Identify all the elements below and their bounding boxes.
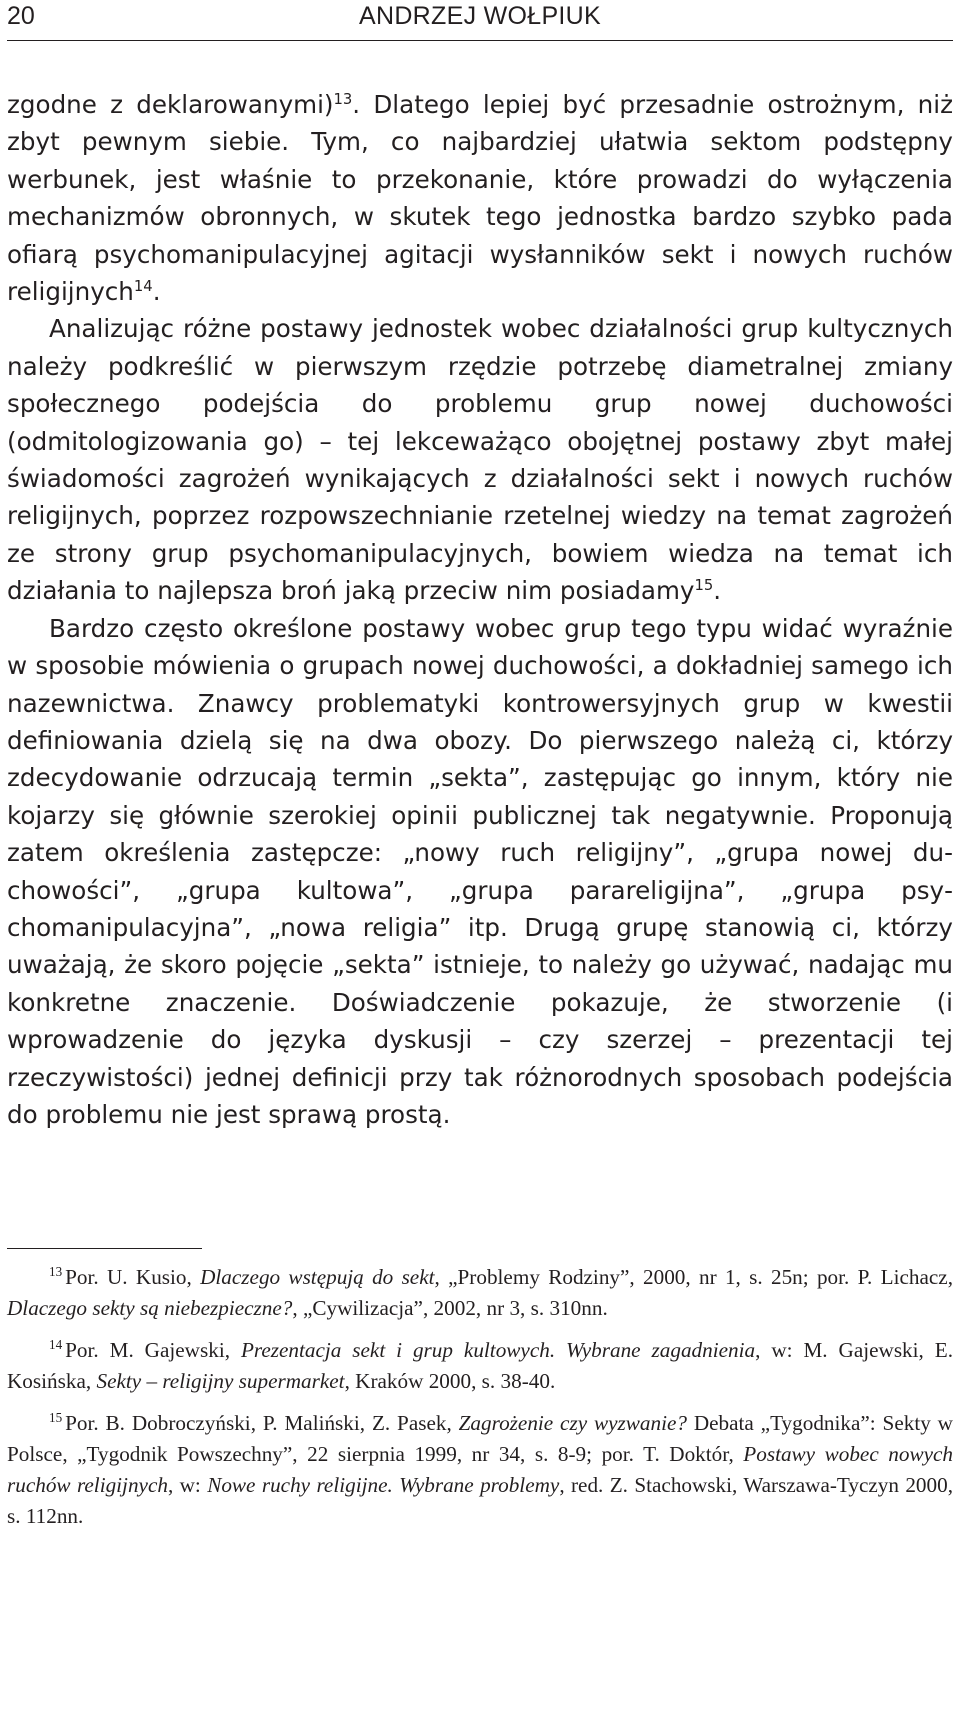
footnote-ref-14[interactable]: 14 [133, 277, 153, 295]
footnote-number: 13 [49, 1263, 63, 1279]
paragraph-1-text-2: . Dlatego lepiej być przesadnie ostrożnym, niż zbyt pewnym siebie. Tym, co najbardziej ułatwia sektom podstępny werbunek, jest właśnie to przekonanie, które prowadzi do wyłączenia mechanizmów obronnych, w skutek tego jednostka bardzo szybko pada ofiarą psychomanipulacyjnej agitacji wysłanników sekt i nowych ruchów religijnych [7, 90, 953, 307]
footnote-title: Dlaczego wstępują do sekt [200, 1265, 435, 1289]
running-head: ANDRZEJ WOŁPIUK [358, 2, 602, 30]
footnote-title: Zagrożenie czy wyzwanie? [458, 1411, 687, 1435]
footnote-ref-15[interactable]: 15 [694, 577, 714, 595]
footnote-text: , w: [167, 1473, 208, 1497]
footnote-13 [7, 1262, 953, 1324]
footnote-15 [7, 1408, 953, 1532]
footnote-title: Postawy wobec nowych ruchów religijnych [7, 1442, 953, 1497]
footnote-number: 14 [49, 1336, 63, 1352]
footnote-title: Nowe ruchy religijne. Wybrane problemy [207, 1473, 560, 1497]
paragraph-2-text-1: Analizując różne postawy jednostek wobec działalności grup kultycznych należy podkreślić w pierwszym rzędzie potrzebę diametralnej zmiany społecznego podejścia do problemu grup nowej duchowości (odmitologizowania go) – tej lekceważąco obojętnej postawy zbyt małej świadomości zagrożeń wynikających z działalności sekt i nowych ruchów religijnych, poprzez rozpowszechnianie rzetelnej wiedzy na temat zagrożeń ze strony grup psychomanipulacyjnych, bowiem wiedza na temat ich działania to najlepsza broń jaką przeciw nim posiadamy [7, 314, 953, 606]
footnote-text: , red. Z. Stachowski, Warszawa-Tyczyn 2000, s. 112nn. [7, 1473, 954, 1528]
footnote-text: , w: M. Gajewski, E. Kosińska, [7, 1338, 954, 1393]
paragraph-1-text-1: zgodne z deklarowanymi) [7, 90, 334, 119]
paragraph-3: Bardzo często określone postawy wobec grup tego typu widać wyraźnie w sposobie mówienia o grupach nowej duchowości, a dokładniej samego ich nazewnictwa. Znawcy problematyki kontrowersyjnych grup w kwestii definiowania dzielą się na dwa obozy. Do pierwszego należą ci, którzy zdecydowanie odrzucają termin „sekta”, zastępując go innym, który nie kojarzy się głównie szerokiej opinii publicznej tak negatywnie. Proponują zatem określenia zastępcze: „nowy ruch religijny”, „grupa nowej duchowości”, „grupa kultowa”, „grupa parareligijna”, „grupa psychomanipulacyjna”, „nowa religia” itp. Drugą grupę stanowią ci, którzy uważają, że skoro pojęcie „sekta” istnieje, to należy go używać, nadając mu konkretne znaczenie. Doświadczenie pokazuje, że stworzenie (i wprowadzenie do języka dyskusji – czy szerzej – prezentacji tej rzeczywistości) jednej definicji przy tak różnorodnych sposobach podejścia do problemu nie jest sprawą prostą. [7, 613, 953, 1129]
footnote-text: Por. M. Gajewski, [65, 1338, 241, 1362]
footnote-number: 15 [49, 1409, 63, 1425]
footnote-title: Prezentacja sekt i grup kultowych. Wybrane zagadnienia [240, 1338, 756, 1362]
document-page [7, 0, 953, 1727]
body-text [7, 86, 953, 1133]
footnote-ref-13[interactable]: 13 [333, 90, 353, 108]
footnote-text: , Kraków 2000, s. 38-40. [344, 1369, 556, 1393]
footnote-title: Dlaczego sekty są niebezpieczne? [7, 1296, 293, 1320]
footnote-text: Debata „Tygodnika”: Sekty w Polsce, „Tygodnik Powszechny”, 22 sierpnia 1999, nr 34, s. 8-9; por. T. Doktór, [7, 1411, 953, 1466]
footnote-text: , „Problemy Rodziny”, 2000, nr 1, s. 25n; por. P. Lichacz, [434, 1265, 953, 1289]
footnote-separator [7, 1248, 202, 1249]
page-number: 20 [7, 2, 35, 30]
footnotes [7, 1262, 953, 1543]
footnote-text: Por. B. Dobroczyński, P. Maliński, Z. Pasek, [65, 1411, 459, 1435]
paragraph-2-text-2: . [713, 576, 722, 606]
paragraph-1-text-3: . [152, 277, 161, 307]
footnote-text: , „Cywilizacja”, 2002, nr 3, s. 310nn. [292, 1296, 608, 1320]
footnote-14 [7, 1335, 953, 1397]
page-header [7, 0, 953, 41]
paragraph-2 [7, 310, 953, 609]
footnote-text: Por. U. Kusio, [65, 1265, 201, 1289]
paragraph-1 [7, 86, 953, 310]
footnote-title: Sekty – religijny supermarket [96, 1369, 345, 1393]
